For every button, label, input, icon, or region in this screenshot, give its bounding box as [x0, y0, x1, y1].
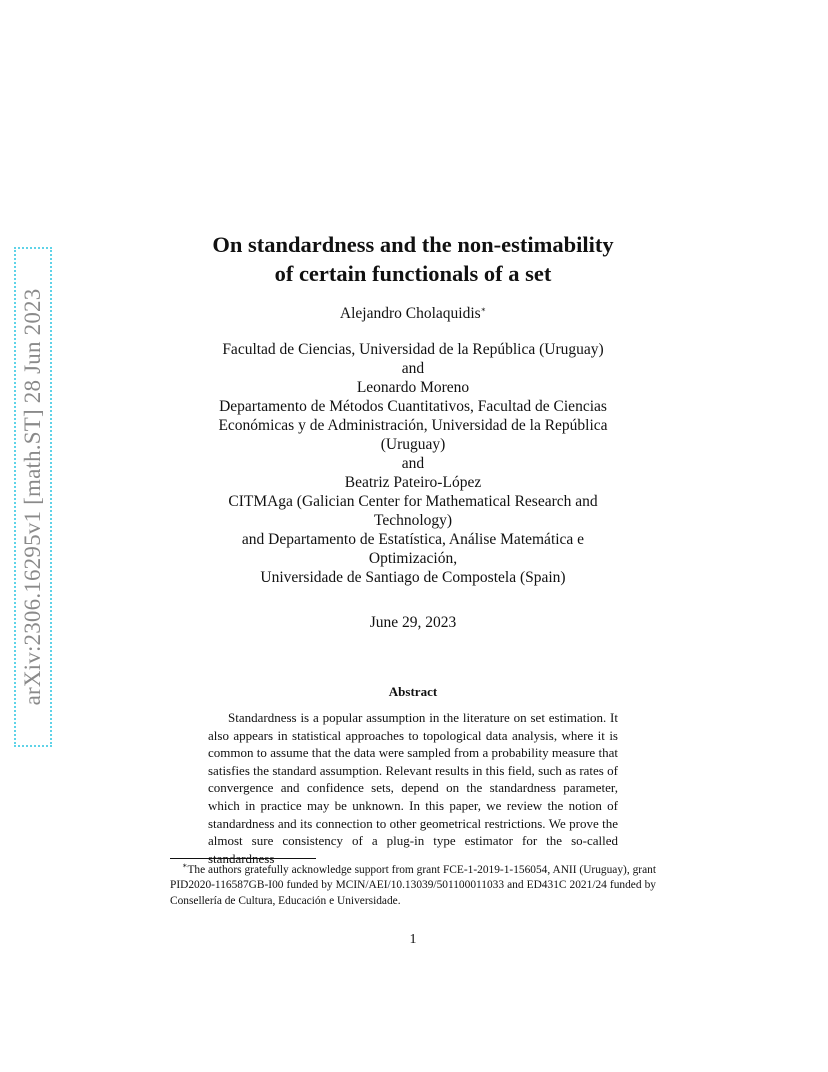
- author-name: Beatriz Pateiro-López: [344, 474, 482, 491]
- title-line-2: of certain functionals of a set: [274, 261, 552, 286]
- affiliation-line: Technology): [373, 512, 453, 529]
- author-name: Alejandro Cholaquidis: [339, 305, 481, 322]
- affiliation-line: and Departamento de Estatística, Análise Matemática e: [241, 531, 585, 548]
- affiliation-line: CITMAga (Galician Center for Mathematical Research and: [228, 493, 598, 510]
- paper-date: June 29, 2023: [369, 614, 457, 631]
- abstract-paragraph: Standardness is a popular assumption in the literature on set estimation. It also appears in statistical approaches to topological data analysis, where it is common to assume that the data were sampled from a probability measure that satisfies the standard assumption. Relevant results in this field, such as rates of convergence and confidence sets, depend on the standardness parameter, which in practice may be unknown. In this paper, we review the notion of standardness and its connection to other geometrical restrictions. We prove the almost sure consistency of a plug-in type estimator for the so-called standardness: [208, 710, 618, 866]
- affiliation-line: Optimización,: [368, 550, 458, 567]
- affiliation-line: Universidade de Santiago de Compostela (Spain): [260, 569, 566, 586]
- abstract-body: [208, 709, 618, 867]
- affiliation-line: Facultad de Ciencias, Universidad de la República (Uruguay): [222, 341, 604, 358]
- author-name: Leonardo Moreno: [356, 379, 470, 396]
- footnote-mark: ∗: [182, 861, 188, 871]
- abstract-heading: Abstract: [388, 684, 438, 699]
- footnote-divider: [170, 858, 316, 859]
- arxiv-identifier-stamp: [14, 247, 52, 747]
- footnote: [170, 863, 656, 909]
- author-footnote-mark: ∗: [480, 304, 487, 314]
- first-author: [120, 305, 706, 323]
- affiliation-line: Económicas y de Administración, Universidad de la República: [218, 417, 608, 434]
- footnote-text: The authors gratefully acknowledge support from grant FCE-1-2019-1-156054, ANII (Uruguay), grant PID2020-116587GB-I00 funded by MCIN/AEI/10.13039/501100011033 and ED431C 2021/24 funded by Consellería de Cultura, Educación e Universidade.: [170, 864, 656, 907]
- paper-title: [120, 230, 706, 288]
- affiliation-line: and: [401, 455, 425, 472]
- affiliations-block: [190, 340, 636, 587]
- title-line-1: On standardness and the non-estimability: [212, 232, 614, 257]
- affiliation-line: Departamento de Métodos Cuantitativos, Facultad de Ciencias: [219, 398, 607, 415]
- page-number: 1: [409, 932, 417, 947]
- affiliation-line: (Uruguay): [380, 436, 446, 453]
- affiliation-line: and: [401, 360, 425, 377]
- arxiv-identifier: arXiv:2306.16295v1 [math.ST] 28 Jun 2023: [20, 288, 45, 706]
